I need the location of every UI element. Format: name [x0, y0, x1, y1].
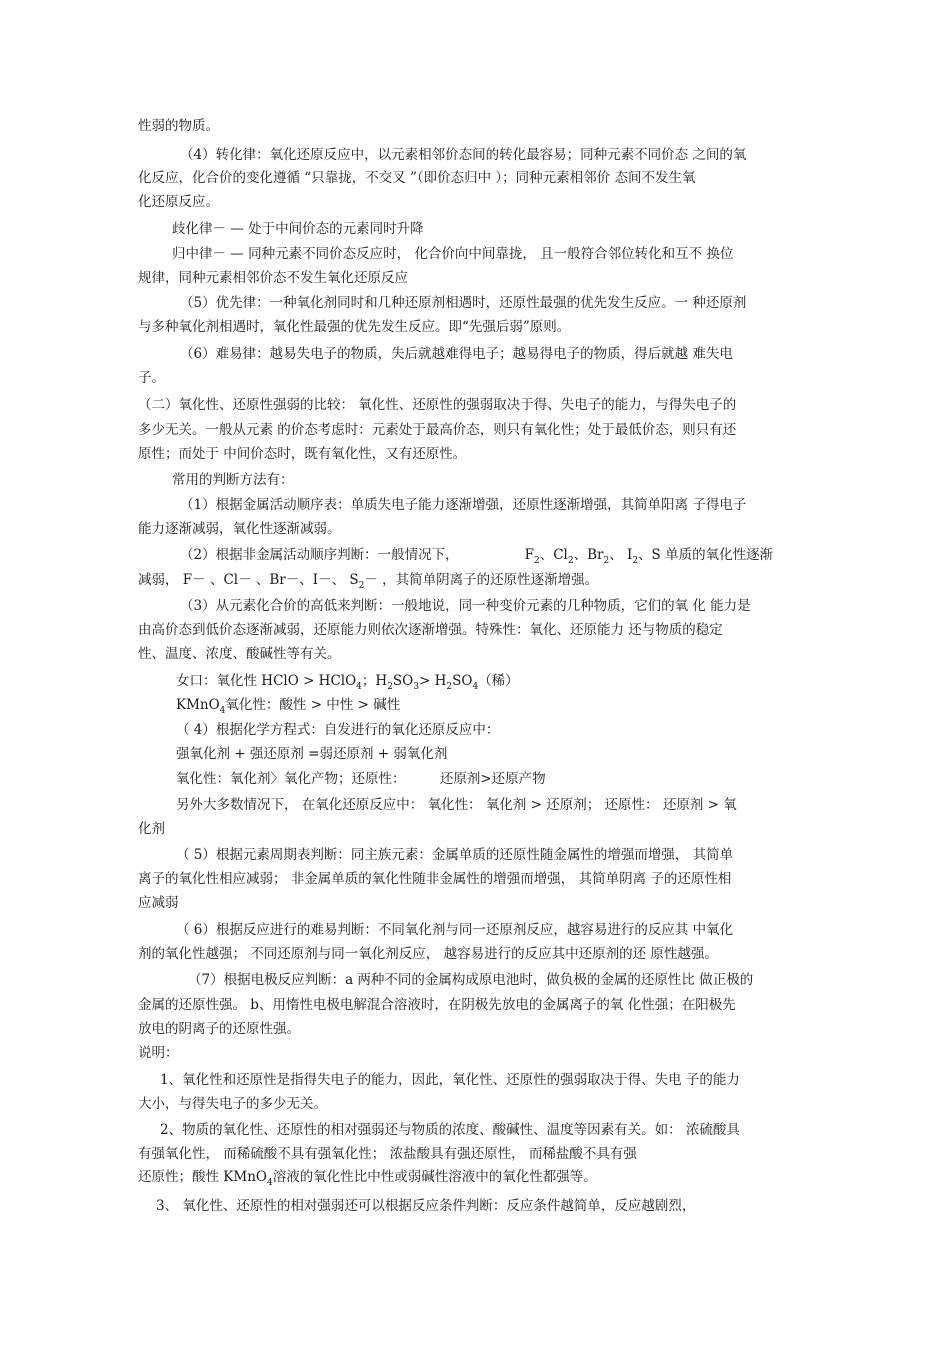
text-line: 化剂: [138, 821, 165, 837]
formula-cl: 、Cl: [539, 547, 568, 563]
text-fragment: SO: [392, 673, 414, 689]
formula-i: 、 I: [609, 547, 633, 563]
subscript: 2: [632, 556, 639, 566]
text-line: 2、物质的氧化性、还原性的相对强弱还与物质的浓度、酸碱性、温度等因素有关。如： 浓硫酸具: [160, 1122, 740, 1138]
text-line: 常用的判断方法有：: [172, 472, 294, 488]
text-line: 金属的还原性强。 b、用惰性电极电解混合溶液时，在阴极先放电的金属离子的氧 化性强；在阳极先: [138, 997, 736, 1013]
text-line: （6）难易律：越易失电子的物质，失后就越难得电子；越易得电子的物质，得后就越 难失电: [180, 346, 733, 362]
text-line: 放电的阴离子的还原性强。: [138, 1021, 300, 1037]
subscript: 2: [603, 556, 610, 566]
formula-kmno4: KMnO: [176, 697, 220, 713]
subscript: 4: [266, 1178, 273, 1188]
text-line: （5）优先律：一种氧化剂同时和几种还原剂相遇时，还原性最强的优先发生反应。一 种还原剂: [180, 295, 747, 311]
text-line: （4）转化律：氧化还原反应中，以元素相邻价态间的转化最容易；同种元素不同价态 之间的氧: [180, 147, 747, 163]
subscript: 4: [219, 706, 226, 716]
text-fragment: 减弱， F－ 、Cl－ 、Br－、I－、 S: [138, 572, 359, 588]
text-line: （3）从元素化合价的高低来判断：一般地说，同一种变价元素的几种物质，它们的氧 化 能力是: [180, 598, 751, 614]
subscript: 4: [472, 682, 479, 692]
subscript: 4: [356, 682, 362, 692]
text-line: 剂的氧化性越强； 不同还原剂与同一氧化剂反应， 越容易进行的反应其中还原剂的还 原性越强。: [138, 946, 718, 962]
example-line: [176, 671, 519, 697]
subscript: 2: [358, 581, 365, 591]
text-line: 规律，同种元素相邻价态不发生氧化还原反应: [138, 270, 408, 286]
text-line: 另外大多数情况下， 在氧化还原反应中： 氧化性： 氧化剂 > 还原剂； 还原性： 还原剂 > 氧: [176, 797, 737, 813]
nonmetal-order-line: [180, 545, 773, 571]
text-line: 歧化律－ — 处于中间价态的元素同时升降: [172, 221, 424, 237]
text-line: 性、温度、浓度、酸碱性等有关。: [138, 646, 341, 662]
text-fragment: 、S 单质的氧化性逐渐: [638, 547, 774, 563]
text-fragment: SO: [452, 673, 473, 689]
notes-heading: 说明：: [138, 1045, 179, 1061]
text-fragment: 氧化性：酸性 > 中性 > 碱性: [225, 697, 401, 713]
text-line: 归中律－ — 同种元素不同价态反应时， 化合价向中间靠拢， 且一般符合邻位转化和互不 换位: [172, 246, 734, 262]
subscript: 2: [387, 682, 393, 692]
formula-br: 、Br: [573, 547, 604, 563]
text-line: 能力逐渐减弱，氧化性逐渐减弱。: [138, 521, 341, 537]
text-fragment: > H: [418, 673, 447, 689]
kmno4-note-line: [138, 1167, 597, 1193]
text-line: （ 6）根据反应进行的难易判断：不同氧化剂与同一还原剂反应，越容易进行的反应其 中氧化: [176, 922, 734, 938]
text-line: 原性；而处于 中间价态时，既有氧化性，又有还原性。: [138, 446, 467, 462]
text-fragment: （2）根据非金属活动顺序判断：一般情况下，: [180, 547, 459, 563]
anion-order-line: [138, 570, 598, 596]
subscript: 3: [413, 682, 419, 692]
text-line: （7）根据电极反应判断：a 两种不同的金属构成原电池时，做负极的金属的还原性比 做正极的: [188, 972, 754, 988]
text-line: 化还原反应。: [138, 194, 219, 210]
subscript: 2: [446, 682, 453, 692]
text-line: 应减弱: [138, 895, 179, 911]
text-line: 3、 氧化性、还原性的相对强弱还可以根据反应条件判断：反应条件越简单，反应越剧烈，: [156, 1198, 696, 1214]
text-line: 多少无关。一般从元素 的价态考虑时：元素处于最高价态，则只有氧化性；处于最低价态，则只有还: [138, 422, 737, 438]
text-fragment: 溶液的氧化性比中性或弱碱性溶液中的氧化性都强等。: [272, 1169, 597, 1185]
text-line: 子。: [138, 370, 165, 386]
text-line: 大小，与得失电子的多少无关。: [138, 1096, 327, 1112]
text-line: 化反应，化合价的变化遵循 “只靠拢，不交叉 ”（即价态归中 ）；同种元素相邻价 态间不发生氧: [138, 170, 696, 186]
subscript: 2: [533, 556, 540, 566]
text-line: 1、氧化性和还原性是指得失电子的能力，因此，氧化性、还原性的强弱取决于得、失电 子的能力: [160, 1072, 740, 1088]
text-fragment: － ，其简单阴离子的还原性逐渐增强。: [364, 572, 599, 588]
text-fragment: （稀）: [478, 673, 519, 689]
text-line: （1）根据金属活动顺序表：单质失电子能力逐渐增强，还原性逐渐增强，其简单阳离 子得电子: [180, 497, 747, 513]
text-fragment: ；H: [361, 673, 388, 689]
text-line: 性弱的物质。: [138, 118, 219, 134]
text-line: 与多种氧化剂相遇时，氧化性最强的优先发生反应。即“先强后弱”原则。: [138, 319, 571, 335]
text-line: （ 4）根据化学方程式：自发进行的氧化还原反应中：: [176, 722, 500, 738]
text-line: 由高价态到低价态逐渐减弱，还原能力则依次逐渐增强。特殊性：氧化、还原能力 还与物质的稳定: [138, 622, 723, 638]
text-fragment: 女口：氧化性 HClO > HClO: [176, 673, 357, 689]
text-line: （ 5）根据元素周期表判断：同主族元素：金属单质的还原性随金属性的增强而增强， 其简单: [176, 847, 734, 863]
kmno4-line: [176, 695, 400, 721]
text-fragment: 还原性；酸性 KMnO: [138, 1169, 267, 1185]
equation-line: 强氧化剂 + 强还原剂 =弱还原剂 + 弱氧化剂: [176, 746, 448, 762]
section-heading: （二）氧化性、还原性强弱的比较： 氧化性、还原性的强弱取决于得、失电子的能力，与得失电子的: [138, 397, 737, 413]
text-line: 氧化性：氧化剂〉氧化产物；还原性： 还原剂>还原产物: [176, 771, 546, 787]
subscript: 2: [567, 556, 574, 566]
text-line: 离子的氧化性相应减弱； 非金属单质的氧化性随非金属性的增强而增强， 其简单阴离 子的还原性相: [138, 871, 732, 887]
formula-f: F: [524, 547, 534, 563]
text-line: 有强氧化性， 而稀硫酸不具有强氧化性； 浓盐酸具有强还原性， 而稀盐酸不具有强: [138, 1146, 637, 1162]
